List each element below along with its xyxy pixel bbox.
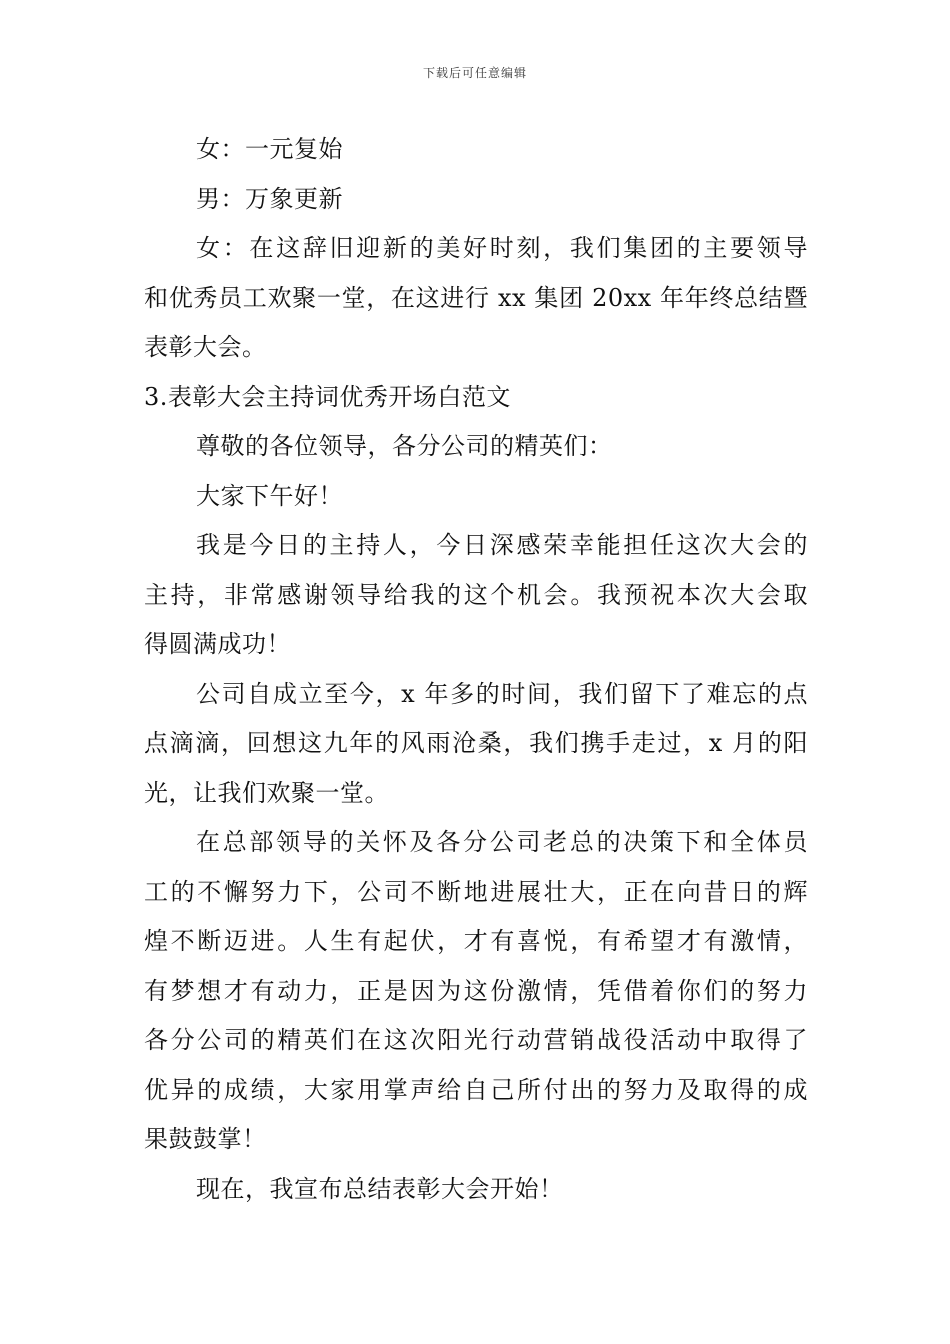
paragraph-line: 和优秀员工欢聚一堂，在这进行 xx 集团 20xx 年年终总结暨 bbox=[144, 283, 808, 312]
paragraph-line: 工的不懈努力下，公司不断地进展壮大，正在向昔日的辉 bbox=[144, 877, 808, 906]
paragraph-line: 公司自成立至今，x 年多的时间，我们留下了难忘的点 bbox=[196, 679, 808, 708]
closing-line: 现在，我宣布总结表彰大会开始！ bbox=[196, 1174, 564, 1203]
section-heading: 3.表彰大会主持词优秀开场白范文 bbox=[144, 382, 511, 411]
paragraph-line: 各分公司的精英们在这次阳光行动营销战役活动中取得了 bbox=[144, 1026, 808, 1054]
document-body bbox=[144, 125, 808, 1214]
paragraph-line: 果鼓鼓掌！ bbox=[144, 1125, 267, 1153]
paragraph-line: 我是今日的主持人，今日深感荣幸能担任这次大会的 bbox=[196, 531, 808, 559]
paragraph-line: 优异的成绩，大家用掌声给自己所付出的努力及取得的成 bbox=[144, 1075, 808, 1104]
dialogue-line-male-1: 男：万象更新 bbox=[196, 184, 343, 213]
paragraph-line: 女：在这辞旧迎新的美好时刻，我们集团的主要领导 bbox=[196, 234, 808, 262]
paragraph-line: 光，让我们欢聚一堂。 bbox=[144, 778, 389, 807]
dialogue-line-female-1: 女：一元复始 bbox=[196, 135, 343, 163]
paragraph-line: 在总部领导的关怀及各分公司老总的决策下和全体员 bbox=[196, 828, 808, 856]
paragraph-line: 得圆满成功！ bbox=[144, 630, 291, 658]
salutation-line: 尊敬的各位领导，各分公司的精英们： bbox=[196, 432, 613, 460]
paragraph-line: 主持，非常感谢领导给我的这个机会。我预祝本次大会取 bbox=[144, 580, 808, 609]
page-header-note: 下载后可任意编辑 bbox=[422, 66, 527, 80]
paragraph-line: 表彰大会。 bbox=[144, 333, 267, 361]
greeting-line: 大家下午好！ bbox=[196, 481, 343, 510]
paragraph-line: 煌不断迈进。人生有起伏，才有喜悦，有希望才有激情， bbox=[144, 927, 808, 955]
paragraph-line: 有梦想才有动力，正是因为这份激情，凭借着你们的努力 bbox=[144, 976, 808, 1005]
paragraph-line: 点滴滴，回想这九年的风雨沧桑，我们携手走过，x 月的阳 bbox=[144, 729, 808, 757]
